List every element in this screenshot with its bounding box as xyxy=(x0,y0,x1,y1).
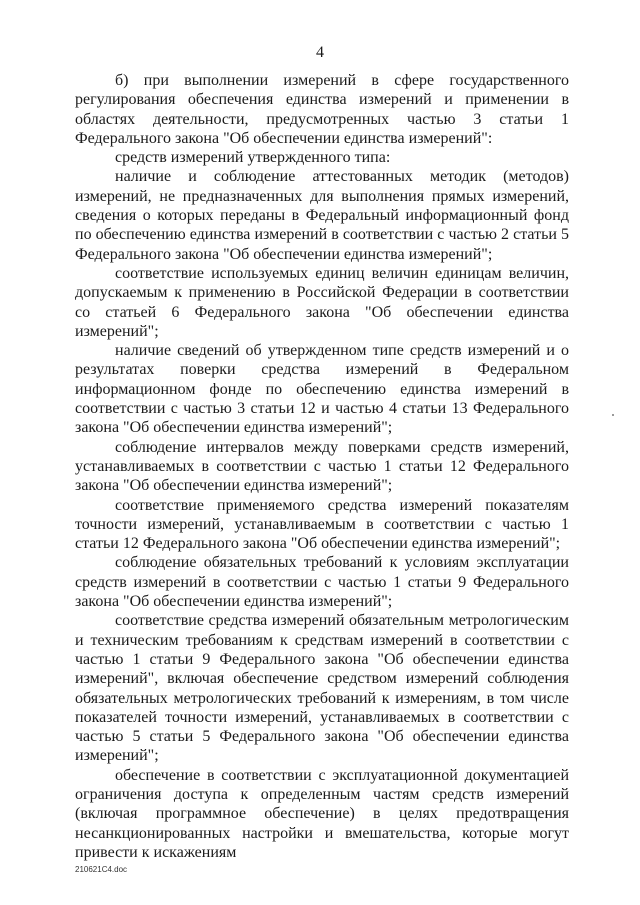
paragraph-metrological-requirements: соответствие средства измерений обязательным метрологическим и техническим требованиям к средствам измерений в соответствии с частью 1 статьи 9 Федерального закона "Об обеспечении единства измерений", включая обеспечение средством измерений соблюдения обязательных метрологических требований к измерениям, в том числе показателей точности измерений, устанавливаемых в соответствии с частью 5 статьи 5 Федерального закона "Об обеспечении единства измерений"; xyxy=(75,612,569,765)
paragraph-verification-intervals: соблюдение интервалов между поверками средств измерений, устанавливаемых в соответствии с частью 1 статьи 12 Федерального закона "Об обеспечении единства измерений"; xyxy=(75,438,569,495)
paragraph-operating-conditions: соблюдение обязательных требований к условиям эксплуатации средств измерений в соответствии с частью 1 статьи 9 Федерального закона "Об обеспечении единства измерений"; xyxy=(75,554,569,611)
document-body xyxy=(75,71,569,862)
paragraph-type-and-verification-info: наличие сведений об утвержденном типе средств измерений и о результатах поверки средства измерений в Федеральном информационном фонде по обеспечению единства измерений в соответствии с частью 3 статьи 12 и частью 4 статьи 13 Федерального закона "Об обеспечении единства измерений"; xyxy=(75,342,569,437)
paragraph-certified-methods: наличие и соблюдение аттестованных методик (методов) измерений, не предназначенных для выполнения прямых измерений, сведения о которых переданы в Федеральный информационный фонд по обеспечению единства измерений в соответствии с частью 2 статьи 5 Федерального закона "Об обеспечении единства измерений"; xyxy=(75,168,569,263)
paragraph-approved-type-instruments: средств измерений утвержденного типа: xyxy=(115,149,391,167)
scan-speck xyxy=(612,414,614,416)
paragraph-units-compliance: соответствие используемых единиц величин единицам величин, допускаемым к применению в Российской Федерации в соответствии со статьей 6 Федерального закона "Об обеспечении единства измерений"; xyxy=(75,264,569,340)
page-number: 4 xyxy=(316,44,324,61)
footer-filename: 210621C4.doc xyxy=(75,865,128,874)
paragraph-measurements-scope: б) при выполнении измерений в сфере государственного регулирования обеспечения единства измерений и применении в областях деятельности, предусмотренных частью 3 статьи 1 Федерального закона "Об обеспечении единства измерений": xyxy=(75,72,569,147)
paragraph-accuracy-compliance: соответствие применяемого средства измерений показателям точности измерений, устанавливаемым в соответствии с частью 1 статьи 12 Федерального закона "Об обеспечении единства измерений"; xyxy=(75,496,569,553)
paragraph-access-restriction: обеспечение в соответствии с эксплуатационной документацией ограничения доступа к определенным частям средств измерений (включая программное обеспечение) в целях предотвращения несанкционированных настройки и вмешательства, которые могут привести к искажениям xyxy=(75,766,569,861)
